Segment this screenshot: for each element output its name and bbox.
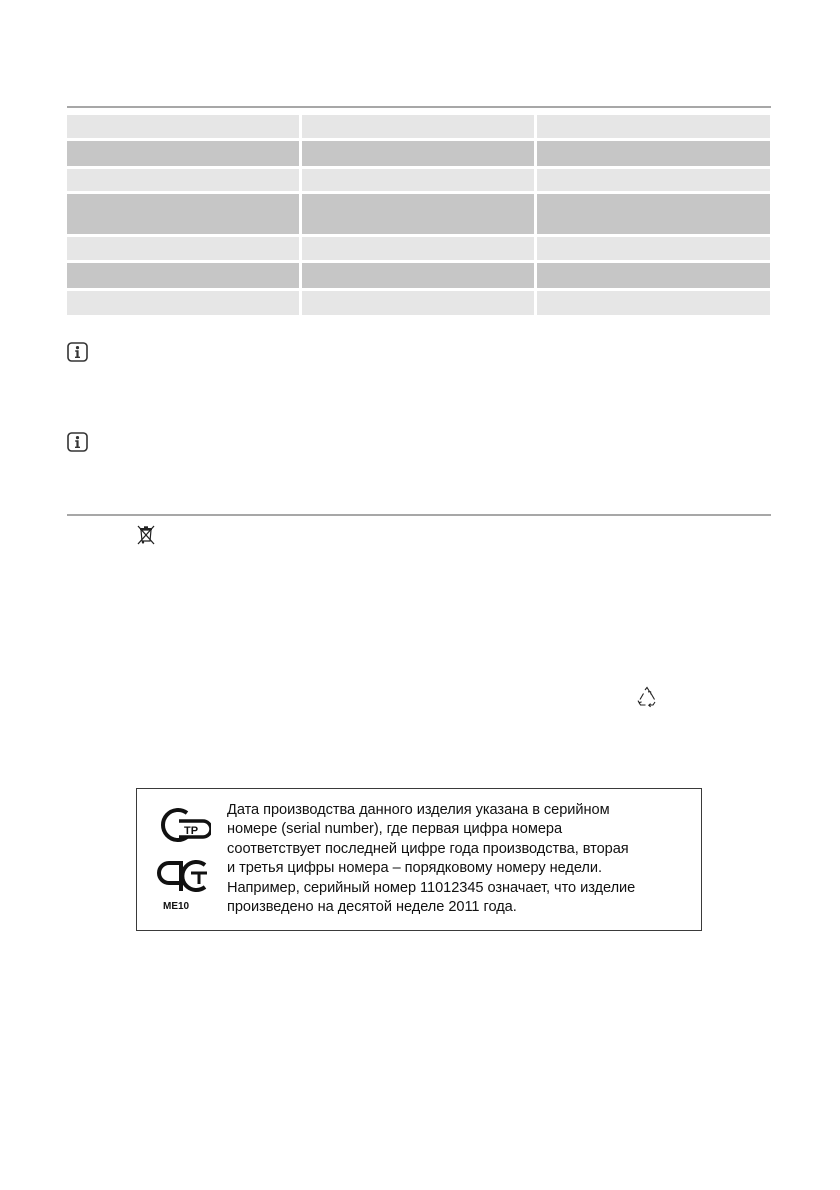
notice-line: соответствует последней цифре года производства, вторая [227,840,629,857]
crossed-out-wheelie-bin-icon [137,524,155,546]
table-cell [67,141,299,166]
section-divider-top [67,106,771,108]
table-row [67,263,770,288]
production-date-notice [136,788,702,931]
table-row [67,291,770,315]
table-cell [537,169,770,191]
table-row [67,169,770,191]
table-cell [302,291,534,315]
table-cell [67,194,299,234]
notice-line: произведено на десятой неделе 2011 года. [227,899,517,916]
info-icon [67,342,88,362]
gost-tr-certification-mark [157,807,211,843]
table-cell [302,115,534,138]
certification-code: ME10 [163,901,190,912]
table-cell [67,263,299,288]
technical-data-table [67,115,770,318]
table-cell [302,141,534,166]
table-cell [537,141,770,166]
pct-certification-mark [157,857,211,895]
table-cell [537,263,770,288]
svg-text:ТР: ТР [184,825,199,837]
table-cell [537,237,770,260]
table-cell [67,237,299,260]
production-date-text [227,801,691,917]
notice-line: Дата производства данного изделия указана в серийном [227,802,610,818]
notice-line: и третья цифры номера – порядковому номеру недели. [227,860,603,877]
table-row [67,141,770,166]
notice-line: Например, серийный номер 11012345 означает, что изделие [227,879,636,896]
recycle-icon [636,686,658,708]
section-divider-environment [67,514,771,516]
table-cell [67,115,299,138]
info-icon [67,432,88,452]
table-cell [302,169,534,191]
table-cell [302,194,534,234]
table-row [67,194,770,234]
table-cell [537,291,770,315]
table-cell [67,169,299,191]
table-cell [537,115,770,138]
table-cell [302,263,534,288]
table-cell [302,237,534,260]
table-row [67,237,770,260]
table-cell [537,194,770,234]
table-cell [67,291,299,315]
table-row [67,115,770,138]
notice-line: номере (serial number), где первая цифра номера [227,821,563,838]
